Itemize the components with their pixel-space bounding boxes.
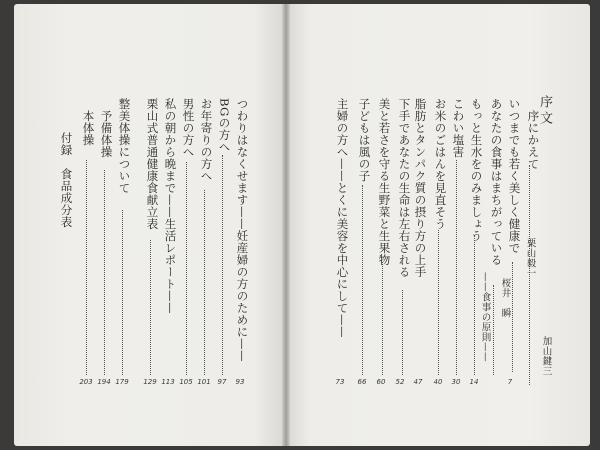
page-number: 14	[469, 378, 479, 386]
dot-leader	[456, 160, 457, 375]
page-number: 97	[217, 378, 227, 386]
toc-entry-title: もっと生水をのみましょう	[469, 98, 484, 242]
dot-leader	[186, 162, 187, 375]
dot-leader	[204, 190, 205, 375]
toc-entry-title: つわりはなくせます——妊産婦の方のために——	[235, 98, 250, 362]
toc-entry-title: 脂肪とタンパク質の摂り方の上手	[413, 98, 428, 278]
toc-entry-title: 私の朝から晩まで——生活レポート——	[163, 98, 178, 314]
toc-heading: 序文	[537, 95, 552, 127]
preface-title-2: いつまでも若く美しく健康で	[507, 98, 522, 254]
dot-leader	[150, 240, 151, 375]
toc-entry-title: 下手であなたの生命は左右される	[397, 98, 412, 278]
toc-entry-title: 整美体操について	[117, 98, 132, 194]
page-number: 47	[413, 378, 423, 386]
page-number: 129	[143, 378, 157, 386]
preface-author-3: 加山鍵三	[540, 336, 552, 376]
preface-author-1: 栗山毅一	[524, 238, 536, 278]
page-number: 203	[79, 378, 93, 386]
page-number: 73	[335, 378, 345, 386]
page-number: 179	[115, 378, 129, 386]
dot-leader	[402, 290, 403, 375]
preface-title-3: あなたの食事はまちがっている	[489, 98, 504, 266]
toc-entry-title: 主婦の方へ——とくに美容を中心にして——	[335, 98, 350, 338]
page-number: 93	[235, 378, 245, 386]
toc-entry-title: お米のごはんを見直そう	[433, 98, 448, 230]
dot-leader	[362, 185, 363, 375]
page-number: 101	[197, 378, 211, 386]
dot-leader	[474, 235, 475, 375]
toc-entry-title: 予備体操	[99, 110, 114, 158]
dot-leader	[222, 155, 223, 375]
page-number: 7	[507, 378, 513, 386]
page-number: 30	[451, 378, 461, 386]
dot-leader	[86, 160, 87, 375]
page-number: 60	[376, 378, 386, 386]
dot-leader	[438, 230, 439, 375]
page-number: 52	[395, 378, 405, 386]
preface-subtitle-3: ——食事の原則——	[479, 272, 491, 362]
dot-leader	[104, 170, 105, 375]
page-number: 40	[433, 378, 443, 386]
toc-entry-title: お年寄りの方へ	[199, 98, 214, 182]
toc-entry-title: こわい塩害	[451, 98, 466, 158]
page-number: 105	[179, 378, 193, 386]
toc-entry-title: 男性の方へ	[181, 98, 196, 158]
toc-entry-title: 栗山式普通健康食献立表	[145, 98, 160, 230]
page-number: 194	[97, 378, 111, 386]
dot-leader	[122, 210, 123, 375]
preface-title-1: 序にかえて	[526, 110, 541, 170]
toc-entry-title: 本体操	[81, 110, 96, 146]
page-number: 66	[357, 378, 367, 386]
dot-leader	[512, 262, 513, 372]
preface-author-2: 桜井 瞬	[499, 278, 511, 318]
dot-leader	[382, 262, 383, 375]
page-number: 113	[161, 378, 175, 386]
dot-leader	[493, 285, 494, 375]
toc-entry-title: 子どもは風の子	[357, 98, 372, 182]
toc-entry-title: 付録 食品成分表	[59, 132, 74, 228]
book-gutter	[282, 4, 290, 446]
toc-entry-title: BGの方へ	[217, 98, 232, 153]
toc-entry-title: 美と若さを守る生野菜と生果物	[377, 98, 392, 266]
